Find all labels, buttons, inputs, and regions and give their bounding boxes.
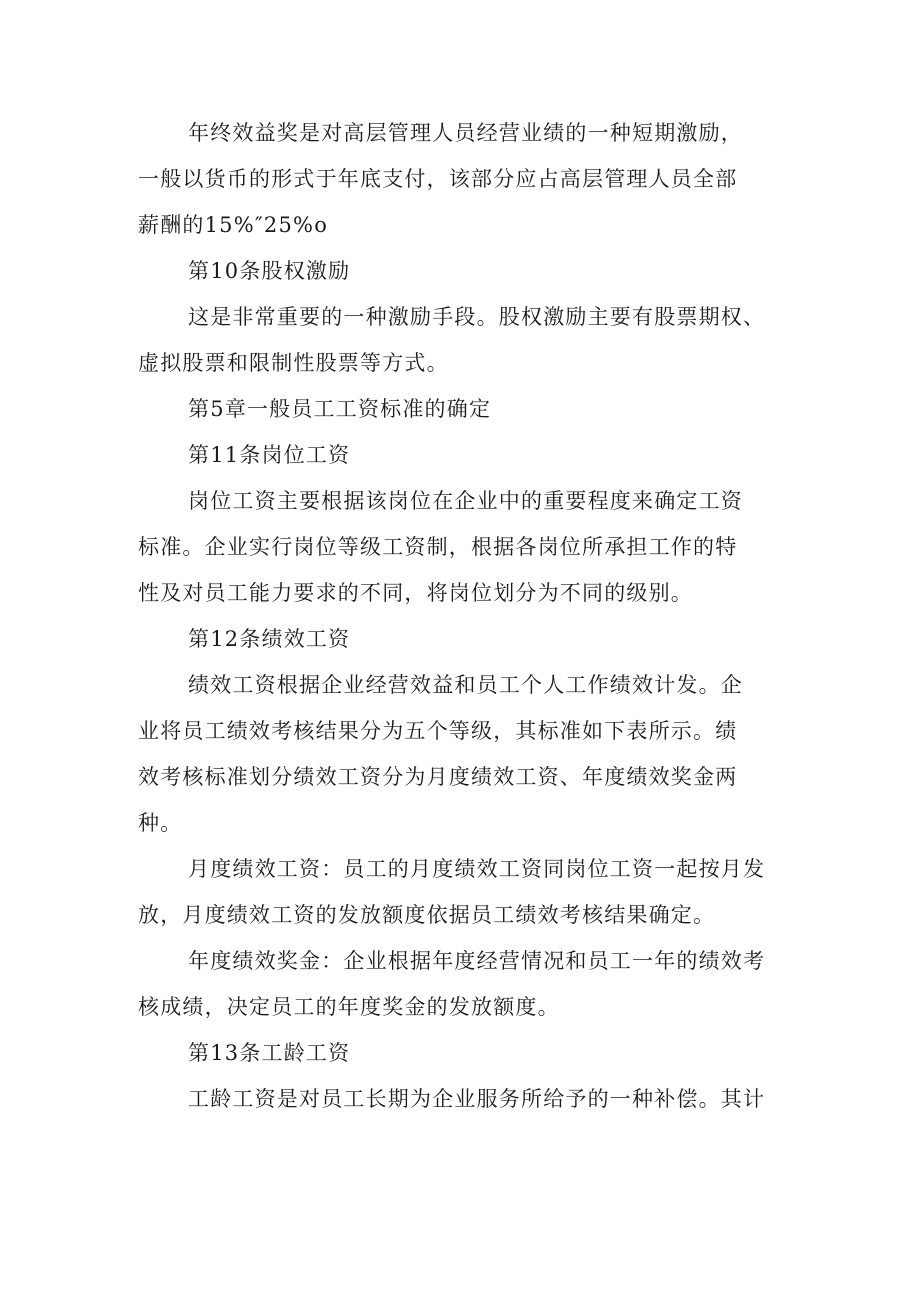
- paragraph-line: 这是非常重要的一种激励手段。股权激励主要有股票期权、: [188, 305, 766, 329]
- paragraph-line: 工龄工资是对员工长期为企业服务所给予的一种补偿。其计: [188, 1087, 766, 1111]
- paragraph-line: 性及对员工能力要求的不同，将岗位划分为不同的级别。: [138, 581, 693, 605]
- article-heading: 第12条绩效工资: [188, 627, 351, 651]
- paragraph-line: 效考核标准划分绩效工资分为月度绩效工资、年度绩效奖金两: [138, 765, 738, 789]
- paragraph-line: 岗位工资主要根据该岗位在企业中的重要程度来确定工资: [188, 489, 743, 513]
- paragraph-line: 薪酬的15%″25%o: [138, 213, 329, 237]
- article-heading: 第10条股权激励: [188, 259, 351, 283]
- article-heading: 第11条岗位工资: [188, 443, 351, 467]
- paragraph-line: 绩效工资根据企业经营效益和员工个人工作绩效计发。企: [188, 673, 743, 697]
- article-heading: 第13条工龄工资: [188, 1041, 351, 1065]
- chapter-heading: 第5章一般员工工资标准的确定: [188, 397, 492, 421]
- paragraph-line: 种。: [138, 811, 183, 835]
- paragraph-line: 一般以货币的形式于年底支付，该部分应占高层管理人员全部: [138, 167, 738, 191]
- paragraph-line: 放，月度绩效工资的发放额度依据员工绩效考核结果确定。: [138, 903, 716, 927]
- paragraph-line: 月度绩效工资：员工的月度绩效工资同岗位工资一起按月发: [188, 857, 766, 881]
- paragraph-line: 业将员工绩效考核结果分为五个等级，其标准如下表所示。绩: [138, 719, 738, 743]
- paragraph-line: 虚拟股票和限制性股票等方式。: [138, 351, 449, 375]
- paragraph-line: 标准。企业实行岗位等级工资制，根据各岗位所承担工作的特: [138, 535, 738, 559]
- paragraph-line: 年度绩效奖金：企业根据年度经营情况和员工一年的绩效考: [188, 949, 766, 973]
- paragraph-line: 核成绩，决定员工的年度奖金的发放额度。: [138, 995, 560, 1019]
- paragraph-line: 年终效益奖是对高层管理人员经营业绩的一种短期激励，: [188, 121, 743, 145]
- document-body: [138, 110, 798, 1122]
